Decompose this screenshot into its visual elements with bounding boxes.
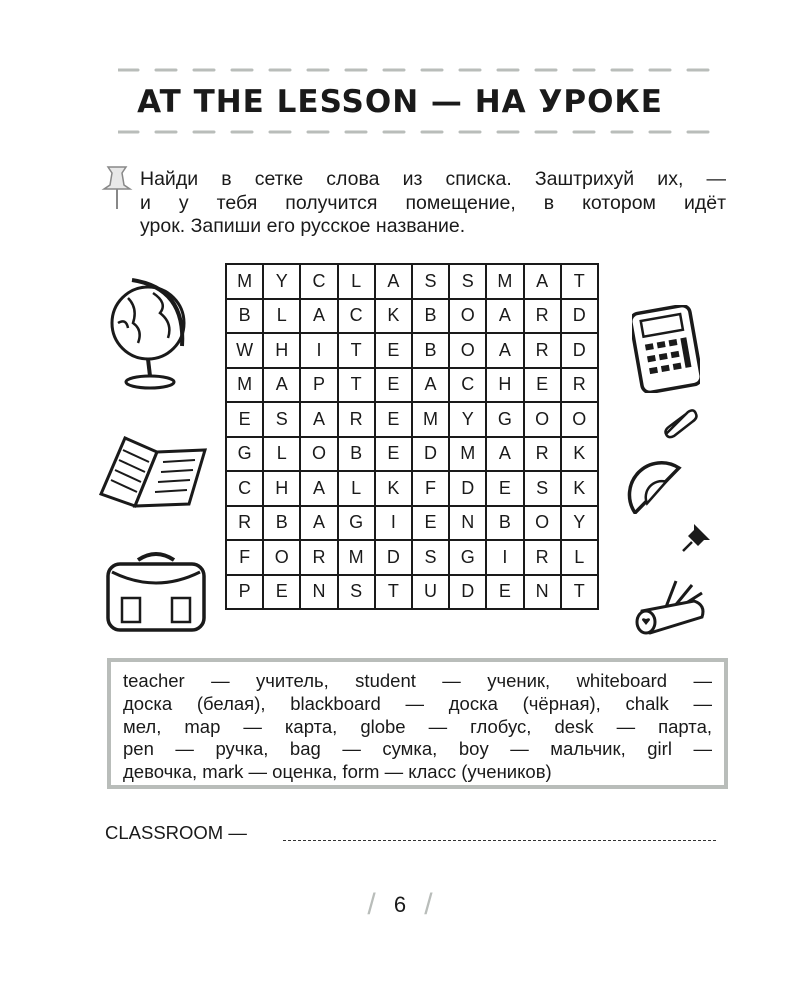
answer-label: CLASSROOM —	[105, 822, 247, 843]
grid-cell[interactable]: K	[375, 299, 412, 334]
grid-cell[interactable]: S	[412, 540, 449, 575]
grid-cell[interactable]: W	[226, 333, 263, 368]
grid-cell[interactable]: Y	[449, 402, 486, 437]
grid-cell[interactable]: B	[486, 506, 523, 541]
grid-cell[interactable]: G	[486, 402, 523, 437]
grid-cell[interactable]: T	[375, 575, 412, 610]
grid-cell[interactable]: E	[524, 368, 561, 403]
grid-cell[interactable]: R	[524, 333, 561, 368]
grid-row	[226, 437, 598, 472]
grid-cell[interactable]: M	[412, 402, 449, 437]
grid-cell[interactable]: S	[412, 264, 449, 299]
grid-cell[interactable]: A	[300, 299, 337, 334]
grid-cell[interactable]: L	[338, 471, 375, 506]
grid-cell[interactable]: R	[524, 299, 561, 334]
grid-cell[interactable]: L	[263, 437, 300, 472]
page-title: AT THE LESSON — НА УРОКЕ	[137, 84, 663, 120]
grid-cell[interactable]: T	[561, 575, 598, 610]
grid-cell[interactable]: A	[412, 368, 449, 403]
grid-cell[interactable]: A	[263, 368, 300, 403]
grid-cell[interactable]: D	[412, 437, 449, 472]
push-pin-icon	[680, 520, 714, 554]
grid-cell[interactable]: K	[375, 471, 412, 506]
grid-row	[226, 299, 598, 334]
grid-cell[interactable]: S	[263, 402, 300, 437]
slash-left-icon: /	[367, 888, 376, 921]
grid-cell[interactable]: A	[300, 471, 337, 506]
grid-cell[interactable]: R	[338, 402, 375, 437]
grid-cell[interactable]: A	[486, 437, 523, 472]
top-dashed-line	[118, 66, 718, 74]
protractor-icon	[625, 460, 693, 514]
grid-cell[interactable]: A	[300, 402, 337, 437]
page-number: 6	[393, 892, 407, 917]
grid-cell[interactable]: I	[486, 540, 523, 575]
grid-cell[interactable]: C	[300, 264, 337, 299]
grid-cell[interactable]: M	[226, 368, 263, 403]
grid-cell[interactable]: A	[375, 264, 412, 299]
slash-right-icon: /	[424, 888, 433, 921]
grid-cell[interactable]: H	[263, 471, 300, 506]
grid-cell[interactable]: E	[486, 471, 523, 506]
grid-cell[interactable]: E	[412, 506, 449, 541]
grid-cell[interactable]: C	[449, 368, 486, 403]
open-book-icon	[95, 430, 215, 510]
grid-cell[interactable]: D	[449, 575, 486, 610]
grid-cell[interactable]: T	[338, 368, 375, 403]
grid-cell[interactable]: F	[412, 471, 449, 506]
grid-cell[interactable]: I	[375, 506, 412, 541]
pencil-case-icon	[632, 577, 710, 639]
page-number-block	[0, 886, 800, 920]
grid-cell[interactable]: M	[486, 264, 523, 299]
vocabulary-line: доска (белая), blackboard — доска (чёрная), chalk —	[123, 692, 712, 714]
grid-row	[226, 540, 598, 575]
grid-cell[interactable]: O	[449, 299, 486, 334]
grid-cell[interactable]: O	[300, 437, 337, 472]
grid-cell[interactable]: N	[524, 575, 561, 610]
paper-clip-icon	[660, 406, 700, 440]
grid-cell[interactable]: G	[226, 437, 263, 472]
grid-cell[interactable]: R	[524, 540, 561, 575]
grid-cell[interactable]: L	[338, 264, 375, 299]
grid-cell[interactable]: O	[449, 333, 486, 368]
grid-cell[interactable]: F	[226, 540, 263, 575]
grid-cell[interactable]: E	[375, 368, 412, 403]
calculator-icon	[632, 305, 700, 393]
grid-row	[226, 333, 598, 368]
grid-cell[interactable]: B	[226, 299, 263, 334]
instruction-line: Найди в сетке слова из списка. Заштрихуй их, —	[140, 168, 726, 190]
grid-cell[interactable]: M	[449, 437, 486, 472]
grid-cell[interactable]: E	[375, 437, 412, 472]
grid-cell[interactable]: B	[412, 299, 449, 334]
grid-cell[interactable]: A	[300, 506, 337, 541]
grid-row	[226, 402, 598, 437]
grid-cell[interactable]: S	[338, 575, 375, 610]
word-search-grid	[225, 263, 599, 610]
grid-row	[226, 471, 598, 506]
grid-cell[interactable]: T	[338, 333, 375, 368]
grid-cell[interactable]: C	[338, 299, 375, 334]
grid-row	[226, 575, 598, 610]
grid-cell[interactable]: C	[226, 471, 263, 506]
grid-cell[interactable]: O	[524, 506, 561, 541]
grid-cell[interactable]: B	[412, 333, 449, 368]
grid-cell[interactable]: G	[338, 506, 375, 541]
grid-row	[226, 506, 598, 541]
grid-cell[interactable]: M	[226, 264, 263, 299]
grid-cell[interactable]: A	[524, 264, 561, 299]
grid-cell[interactable]: T	[561, 264, 598, 299]
grid-cell[interactable]: N	[300, 575, 337, 610]
grid-cell[interactable]: B	[338, 437, 375, 472]
grid-row	[226, 264, 598, 299]
grid-cell[interactable]: O	[263, 540, 300, 575]
vocabulary-line: pen — ручка, bag — сумка, boy — мальчик, girl —	[123, 738, 712, 760]
grid-cell[interactable]: L	[561, 540, 598, 575]
bottom-dashed-line	[118, 128, 718, 136]
grid-cell[interactable]: A	[486, 333, 523, 368]
grid-cell[interactable]: E	[375, 402, 412, 437]
grid-cell[interactable]: Y	[561, 506, 598, 541]
globe-icon	[98, 268, 198, 393]
pin-icon	[100, 163, 134, 213]
grid-cell[interactable]: R	[226, 506, 263, 541]
grid-cell[interactable]: E	[375, 333, 412, 368]
grid-cell[interactable]: Y	[263, 264, 300, 299]
grid-cell[interactable]: P	[226, 575, 263, 610]
grid-cell[interactable]: E	[226, 402, 263, 437]
grid-cell[interactable]: S	[524, 471, 561, 506]
grid-cell[interactable]: N	[449, 506, 486, 541]
grid-cell[interactable]: O	[561, 402, 598, 437]
grid-cell[interactable]: M	[338, 540, 375, 575]
instruction-line: урок. Запиши его русское название.	[140, 215, 466, 237]
vocabulary-line: teacher — учитель, student — ученик, whiteboard —	[123, 670, 712, 691]
grid-cell[interactable]: R	[524, 437, 561, 472]
vocabulary-line: девочка, mark — оценка, form — класс (учеников)	[123, 761, 552, 783]
grid-cell[interactable]: O	[524, 402, 561, 437]
grid-cell[interactable]: R	[561, 368, 598, 403]
instruction-line: и у тебя получится помещение, в котором идёт	[140, 191, 726, 214]
grid-cell[interactable]: D	[561, 333, 598, 368]
grid-cell[interactable]: G	[449, 540, 486, 575]
grid-cell[interactable]: P	[300, 368, 337, 403]
grid-cell[interactable]: B	[263, 506, 300, 541]
school-bag-icon	[100, 548, 212, 636]
grid-cell[interactable]: D	[449, 471, 486, 506]
grid-cell[interactable]: K	[561, 437, 598, 472]
grid-cell[interactable]: K	[561, 471, 598, 506]
vocabulary-box	[107, 658, 728, 789]
vocabulary-line: мел, map — карта, globe — глобус, desk — парта,	[123, 715, 712, 737]
grid-cell[interactable]: S	[449, 264, 486, 299]
grid-cell[interactable]: A	[486, 299, 523, 334]
grid-cell[interactable]: E	[263, 575, 300, 610]
grid-cell[interactable]: E	[486, 575, 523, 610]
grid-cell[interactable]: I	[300, 333, 337, 368]
grid-cell[interactable]: U	[412, 575, 449, 610]
instructions	[140, 168, 726, 239]
answer-line[interactable]	[283, 840, 716, 841]
grid-cell[interactable]: H	[486, 368, 523, 403]
grid-cell[interactable]: L	[263, 299, 300, 334]
grid-cell[interactable]: D	[561, 299, 598, 334]
grid-row	[226, 368, 598, 403]
grid-cell[interactable]: R	[300, 540, 337, 575]
grid-cell[interactable]: H	[263, 333, 300, 368]
grid-cell[interactable]: D	[375, 540, 412, 575]
